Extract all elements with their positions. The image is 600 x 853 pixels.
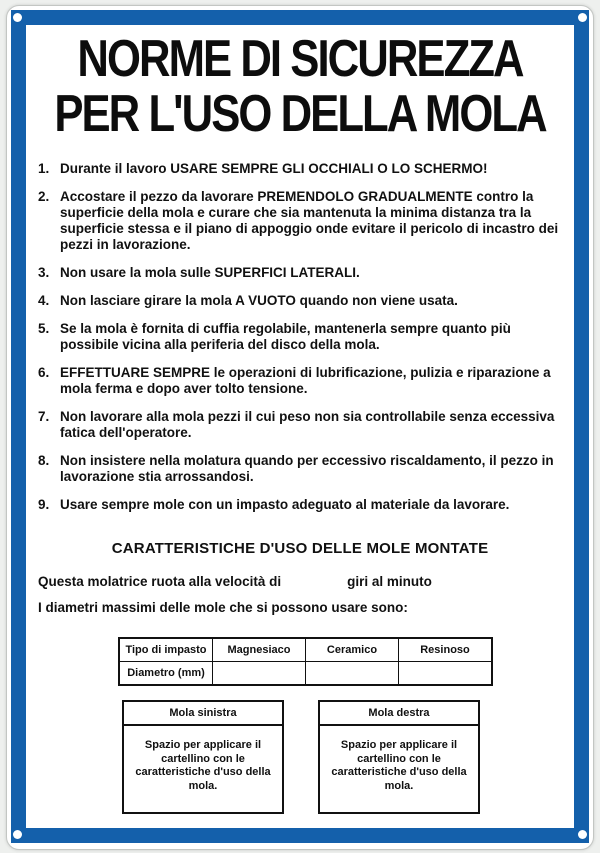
left-wheel-tag-body: Spazio per applicare il cartellino con le caratteristiche d'uso della mola.: [135, 739, 271, 792]
right-wheel-tag-box: [318, 700, 480, 814]
sign-title: [35, 28, 565, 143]
table-cell-diametro-ceramico: [306, 662, 399, 686]
rule-number: 6.: [38, 365, 50, 380]
table-cell-diametro-magnesiaco: [213, 662, 306, 686]
rule-text: Se la mola è fornita di cuffia regolabile, mantenerla sempre quanto più possibile vicina alla periferia del disco della mola.: [60, 321, 511, 352]
rule-number: 4.: [38, 293, 50, 308]
rule-text: Non lasciare girare la mola A VUOTO quando non viene usata.: [60, 293, 458, 308]
mounting-hole-top-left: [13, 13, 22, 22]
rule-number: 2.: [38, 189, 50, 204]
speed-prefix-label: Questa molatrice ruota alla velocità di: [38, 574, 282, 589]
rule-number: 9.: [38, 497, 50, 512]
mounting-hole-top-right: [578, 13, 587, 22]
rule-text: Non lavorare alla mola pezzi il cui peso non sia controllabile senza eccessiva fatica dell'operatore.: [60, 409, 555, 440]
safety-rule-item-7: [38, 409, 566, 441]
right-wheel-tag-title: Mola destra: [320, 702, 478, 726]
rule-text: EFFETTUARE SEMPRE le operazioni di lubrificazione, pulizia e riparazione a mola ferma e dopo aver tolto tensione.: [60, 365, 551, 396]
rule-number: 8.: [38, 453, 50, 468]
safety-rule-item-3: [38, 265, 566, 281]
table-row-label-diametro: Diametro (mm): [119, 662, 213, 686]
safety-rule-item-8: [38, 453, 566, 485]
speed-value-blank: [281, 575, 347, 589]
rule-number: 7.: [38, 409, 50, 424]
rule-text: Accostare il pezzo da lavorare PREMENDOLO GRADUALMENTE contro la superficie della mola e curare che sia mantenuta la minima distanza tra la superficie stessa e il piano di appoggio onde evitare il pericolo di incastro dei pezzi in lavorazione.: [60, 189, 559, 252]
safety-rule-item-6: [38, 365, 566, 397]
safety-rule-item-2: [38, 189, 566, 253]
safety-rule-item-5: [38, 321, 566, 353]
table-cell-diametro-resinoso: [399, 662, 493, 686]
safety-rule-item-9: [38, 497, 566, 513]
rule-text: Durante il lavoro USARE SEMPRE GLI OCCHIALI O LO SCHERMO!: [60, 161, 488, 176]
wheel-diameter-table: [118, 637, 493, 686]
table-header-cell-ceramico: Ceramico: [306, 638, 399, 662]
safety-rule-item-4: [38, 293, 566, 309]
section-heading: CARATTERISTICHE D'USO DELLE MOLE MONTATE: [111, 540, 489, 557]
table-header-cell-magnesiaco: Magnesiaco: [213, 638, 306, 662]
diameters-label: I diametri massimi delle mole che si possono usare sono:: [38, 600, 408, 615]
right-wheel-tag-body: Spazio per applicare il cartellino con le caratteristiche d'uso della mola.: [331, 739, 467, 792]
table-diameter-row: [119, 662, 492, 686]
rule-text: Usare sempre mole con un impasto adeguato al materiale da lavorare.: [60, 497, 510, 512]
table-header-row: [119, 638, 492, 662]
table-header-cell-resinoso: Resinoso: [399, 638, 493, 662]
mounting-hole-bottom-right: [578, 830, 587, 839]
rule-text: Non usare la mola sulle SUPERFICI LATERALI.: [60, 265, 360, 280]
rule-text: Non insistere nella molatura quando per eccessivo riscaldamento, il pezzo in lavorazione stia arrossandosi.: [60, 453, 554, 484]
speed-suffix-label: giri al minuto: [347, 574, 432, 589]
left-wheel-tag-title: Mola sinistra: [124, 702, 282, 726]
rule-number: 5.: [38, 321, 50, 336]
rule-number: 1.: [38, 161, 50, 176]
left-wheel-tag-box: [122, 700, 284, 814]
mounting-hole-bottom-left: [13, 830, 22, 839]
safety-rule-item-1: [38, 161, 566, 177]
rule-number: 3.: [38, 265, 50, 280]
table-header-cell-impasto: Tipo di impasto: [119, 638, 213, 662]
speed-line: [38, 574, 432, 589]
sign-title-line1: NORME DI SICUREZZA: [77, 28, 523, 88]
sign-title-line2: PER L'USO DELLA MOLA: [54, 83, 546, 143]
safety-rules-list: [38, 161, 566, 525]
